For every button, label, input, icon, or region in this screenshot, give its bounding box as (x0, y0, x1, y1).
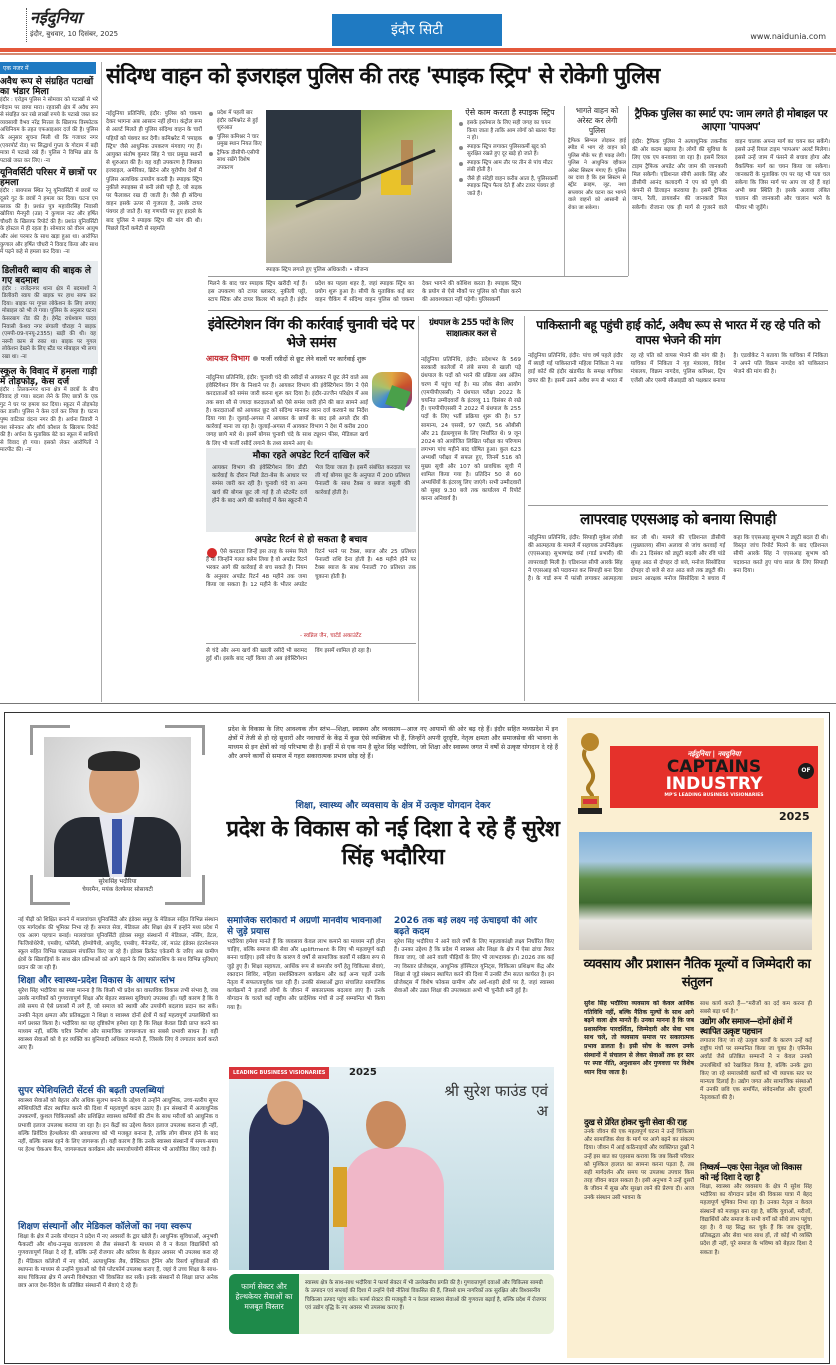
panel-sub-headline: उद्योग और समाज—दोनों क्षेत्रों में स्थापित उत्कृष्ट पहचान (700, 1017, 792, 1037)
advertorial-kicker: शिक्षा, स्वास्थ्य और व्यवसाय के क्षेत्र में उत्कृष्ट योगदान देकर (295, 801, 491, 811)
section-headline: समाजिक सरोकारों में अग्रणी मानवीय भावनाओं से जुड़े प्रयास (227, 916, 382, 937)
section-headline: सुपर स्पेशियलिटी सेंटर्स की बढ़ती उपलब्धियां (18, 1086, 165, 1096)
event-backdrop-text: श्री सुरेश फाउंड एवं अ (444, 1082, 548, 1120)
panel-sub-body: शिक्षा, स्वास्थ्य और व्यवसाय के क्षेत्र में सुरेश सिंह भदौरिया का योगदान प्रदेश की विकास यात्रा में बेहद महत्वपूर्ण भूमिका निभा रहा है। उनका नेतृत्व न केवल संस्थानों को मजबूत बना रहा है, बल्कि युवाओं, मरीजों, विद्यार्थियों और समाज के सभी वर्गों को सीधे लाभ पहुंचा रहा है। वे यह सिद्ध कर चुके हैं कि जब दूरदृष्टि, प्रतिबद्धता और सेवा भाव साथ हों, तो कोई भी व्यक्ति प्रदेश ही नहीं, पूरे समाज के भविष्य को बेहतर दिशा दे सकता है। (700, 1184, 812, 1256)
highlight-bullet: प्रदेश में पहली बार इंदौर कमिश्नरेट से हुई शुरुआत (208, 110, 263, 133)
panel-col1-text: सुरेश सिंह भदौरिया व्यवसाय को केवल आर्थिक गतिविधि नहीं, बल्कि नैतिक मूल्यों के साथ आगे बढ़ने वाला क्षेत्र मानते हैं। उनका मानना है कि जब प्रशासनिक पारदर्शिता, जिम्मेदारी और सेवा भाव साथ चले, तो व्यवसाय समाज पर सकारात्मक प्रभाव डालता है। इसी सोच के कारण उनके संस्थानों में संचालन से लेकर सेवाओं तक हर स्तर पर स्पष्ट नीति, अनुशासन और गुणवत्ता पर विशेष ध्यान दिया जाता है। (584, 1000, 694, 1076)
box-headline: भागते वाहन को अरेस्ट कर लेगी पुलिस (575, 106, 619, 135)
box-body: ट्रैफिक सिग्नल तोड़कर हाई स्पीड में भाग रहे वाहन को पुलिस मौके पर ही पकड़ लेगी। पुलिस ने आधुनिक व्हीकल अरेस्ट सिस्टम मंगाए हैं। पुलिस का दावा है कि इस सिस्टम से स्ट्रीट क्राइम, लूट, नशा सप्लायर और घटना कर भागने वाले वाहनों को आसानी से रोका जा सकेगा। (568, 138, 626, 211)
section-headline: शिक्षण संस्थानों और मेडिकल कॉलेजों का नया स्वरूप (18, 1222, 192, 1232)
sub-body: ऐसे करदाता जिन्हें इस तरह के समंस मिले हैं या जिन्होंने गलत क्लेम लिया है वो अपडेट रिटर्न भरकर आगे की कार्रवाई से बच सकते हैं। नियम के अनुसार अपडेट रिटर्न 48 महीने तक जमा किया जा सकता है। 12 महीने के भीतर अपडेट रिटर्न भरने पर टैक्स, ब्याज और 25 प्रतिशत पेनाल्टी राशि देना होती है। 48 महीने होने पर टैक्स ब्याज के साथ पेनाल्टी 70 प्रतिशत तक चुकाना होती है। (206, 549, 416, 588)
masthead-divider (26, 8, 28, 42)
brief-headline[interactable]: डिलीवरी ब्वाय की बाइक ले गए बदमाश (2, 265, 91, 286)
box-bullet: जैसे ही संदेही वाहन करीब आता है, पुलिसकर्मी स्पाइक स्ट्रिप फैला देते हैं और टायर पंक्चर हो जाते हैं। (458, 176, 558, 199)
granthpal-headline[interactable]: ग्रंथपाल के 255 पदों के लिए साक्षात्कार कल से (429, 318, 513, 339)
briefs-tag: एक नजर में (0, 62, 96, 74)
brief-headline[interactable]: स्कूल के विवाद में हमला गाड़ी में तोड़फोड़, केस दर्ज (0, 366, 98, 387)
spike-strip-photo[interactable] (266, 110, 452, 263)
lead-continuation: मिलने के बाद चार स्पाइक स्ट्रिप खरीदी गई हैं। इस उपकरण को टायर ब्लास्टर, नुकीली पट्टी, स्टाप स्टिक और टायर किलर भी कहते हैं। इंदौर प्रदेश का पहला शहर है, जहां स्पाइक स्ट्रिप का प्रयोग शुरू हुआ है। सीपी के मुताबिक कई बार वाहन चैकिंग में संदिग्ध वाहन पुलिस को चकमा देकर भागने की कोशिश करता है। स्पाइक स्ट्रिप के प्रयोग से ऐसे मौकों पर पुलिस को पीछा करने की आवश्यकता नहीं पड़ेगी। पुलिसकर्मी (208, 281, 521, 304)
section-headline: शिक्षा और स्वास्थ्य-प्रदेश विकास के आधार स्तंभ (18, 976, 175, 986)
box-headline: ऐसे काम करता है स्पाइक स्ट्रिप (465, 108, 555, 117)
brief-headline[interactable]: अवैध रूप से संग्रहित पटाखों का भंडार मिला (0, 77, 94, 97)
panel-headline[interactable]: व्यवसाय और प्रशासन नैतिक मूल्यों व जिम्मेदारी का संतुलन (583, 957, 811, 990)
left-column-briefs (0, 62, 98, 702)
how-it-works-box (458, 108, 562, 274)
highlight-bullet: पुलिस कमिश्नर ने चार प्रमुख स्थान नियत किए (208, 134, 263, 149)
portrait-caption (44, 878, 191, 894)
lead-headline[interactable]: संदिग्ध वाहन को इजराइल पुलिस की तरह 'स्पाइक स्ट्रिप' से रोकेगी पुलिस (106, 64, 660, 89)
panel-sub-body: लगातार किए जा रहे उत्कृष्ट कार्यों के कारण उन्हें कई राष्ट्रीय मंचों पर सम्मानित किया जा चुका है। एमिनेंस अवॉर्ड जैसे प्रतिष्ठित सम्मानों ने न केवल उनको उपलब्धियों को रेखांकित किया है, बल्कि उनके द्वारा किए जा रहे समाजसेवी कार्यों को भी व्यापक स्तर पर मान्यता दिलाई है। उद्योग जगत और सामाजिक संस्थाओं में उनकी छवि एक समर्पित, संवेदनशील और दूरदर्शी नेतृत्वकर्ता की है। (700, 1038, 812, 1102)
investigation-continuation: से चंदे और अन्य खर्च की खाली रसीदें भी बरामद हुई थीं। इसके बाद नहीं किया तो अब इंवेस्टिगेशन विंग इसमें शामिल हो रहा है। (206, 648, 372, 663)
event-banner: LEADING BUSINESS VISIONARIES (229, 1067, 329, 1079)
box-bullet: इसके इस्तेमाल के लिए सही जगह का चयन किया जाता है ताकि आम लोगों को खतरा पैदा न हो। (458, 120, 558, 143)
panel-sub-headline: दुख से प्रेरित होकर चुनी सेवा की राह (584, 1118, 687, 1128)
captains-line1: CAPTAINS (666, 757, 762, 777)
captains-banner (610, 746, 818, 808)
section-rule (528, 505, 828, 506)
column-divider (418, 316, 419, 701)
pharma-text: स्वास्थ्य क्षेत्र के साथ-साथ भदौरिया ने फार्मा सेक्टर में भी उल्लेखनीय प्रगति की है। गुणवत्तापूर्ण दवाओं और चिकित्सा सामग्री के उत्पादन एवं सप्लाई की दिशा में उन्होंने ऐसी नीतियां विकसित की हैं, जिससे ग्राम नागरिकों तक सुरक्षित और विश्वसनीय चिकित्सा उत्पाद पहुंच सके। फार्मा सेक्टर की मजबूती ने न केवल स्वास्थ्य सेवाओं की गुणवत्ता बढ़ाई है, बल्कि प्रदेश में रोजगार एवं उद्योग वृद्धि के नए अवसर भी उपलब्ध कराए हैं। (299, 1274, 554, 1334)
page-rule (0, 703, 836, 704)
panel-sub-headline: निष्कर्ष—एक ऐसा नेतृत्व जो विकास को नई दिशा दे रहा है (700, 1163, 802, 1183)
bullet-dot (253, 356, 258, 361)
kicker-text: फर्जी रसीदों से छूट लेने वालों पर कार्रवाई शुरू (260, 355, 367, 363)
advertorial-intro: प्रदेश के विकास के लिए आवश्यक तीन स्तंभ—शिक्षा, स्वास्थ्य और व्यवसाय—आज नए आयामों की ओर बढ़ रहे हैं। इंदौर सहित मध्यप्रदेश में इन क्षेत्रों में तेजी से हो रहे सुधारों और नवाचारों के केंद्र में कुछ ऐसे व्यक्तित्व भी हैं, जिन्होंने अपनी दूरदृष्टि, नेतृत्व क्षमता और समाजसेवा की भावना के माध्यम से इन क्षेत्रों को नई परिभाषा दी है। इन्हीं में से एक नाम है सुरेश सिंह भदौरिया, जो शिक्षा और स्वास्थ्य जगत में वर्षों से उत्कृष्ट योगदान दे रहे हैं और अपने कार्यों से समाज में गहरा सकारात्मक प्रभाव छोड़ रहे हैं। (228, 726, 558, 760)
advertorial-section (227, 916, 385, 1062)
vehicle-arrest-box (568, 106, 626, 274)
section-body: सुरेश सिंह भदौरिया का स्पष्ट मानना है कि किसी भी प्रदेश का वास्तविक विकास तभी संभव है, जब उसके नागरिकों को गुणवत्तापूर्ण शिक्षा और बेहतर स्वास्थ्य सुविधाएं उपलब्ध हों। यही कारण है कि वे लंबे समय से ऐसे प्रयासों में लगे हैं, जो समाज को स्थायी और उपयोगी बदलाव प्रदान कर सकें। उनकी नेतृत्व क्षमता और प्रतिबद्धता ने शिक्षा व स्वास्थ्य दोनों क्षेत्रों में कई महत्वपूर्ण उपलब्धियों का मार्ग प्रशस्त किया है। भदौरिया का यह दृष्टिकोण हमेशा रहा है कि शिक्षा केवल डिग्री प्राप्त करने का माध्यम नहीं, बल्कि चरित्र निर्माण और सामाजिक जागरूकता का सबसे प्रभावी साधन है। वहीं स्वास्थ्य सेवाओं को वे हर व्यक्ति का बुनियादी अधिकार मानते हैं, जिसके लिए वे लगातार कार्य करते आए हैं। (18, 988, 218, 1052)
pakistan-body: नईदुनिया प्रतिनिधि, इंदौर: पांच वर्ष पहले इंदौर में ब्याही गई पाकिस्तानी महिला निकिता ने मप्र हाई कोर्ट की इंदौर खंडपीठ के समक्ष याचिका दायर की है। इसमें उसने अवैध रूप से भारत में रह रहे पति को वापस भेजने की मांग की है। याचिका में निकिता ने गृह मंत्रालय, विदेश मंत्रालय, विक्रम नागदेव, पुलिस कमिश्नर, ट्रिप एजेंसी और एसपी सीआइडी को पक्षकार बनाया है। एडवोकेट ने बताया कि याचिका में निकिता ने अपने पति विक्रम नागदेव को पाकिस्तान भेजने की मांग की है। (528, 353, 828, 384)
brief-item-highlighted (0, 261, 98, 364)
panel-column-2 (700, 1000, 812, 1352)
trophy-icon (575, 732, 605, 816)
newspaper-logo[interactable]: नईदुनिया (30, 8, 82, 27)
box-bullet: स्पाइक स्ट्रिप लगाकर पुलिसकर्मी खुद को सुरक्षित रखते हुए दूर खड़े हो जाते हैं। (458, 144, 558, 159)
portrait-name: सुरेशसिंह भदौरिया (98, 879, 137, 885)
brief-headline[interactable]: यूनिवर्सिटी परिसर में छात्रों पर हमला (0, 168, 97, 189)
investigation-headline[interactable]: इंवेस्टिगेशन विंग की कार्रवाई चुनावी चंदे पर भेजे समंस (208, 317, 414, 351)
brief-body: इंदौर : तिलकनगर थाना क्षेत्र में छात्रों के बीच विवाद हो गया। बदला लेने के लिए छात्रों के एक गुट ने घर पर हमला कर दिया। स्कूटर में तोड़फोड़ कर डाली। पुलिस ने केस दर्ज कर लिया है। घटना पुष्प वाटिका वंदना नगर की है। अर्चना तिवारी ने यश सोनकर और शौर्य कौशल के खिलाफ रिपोर्ट की है। अर्चना के मुताबिक बेटे का स्कूल में साथियों से विवाद हो गया। इसको लेकर आरोपितों ने मारपीट की। -ना (0, 386, 98, 454)
lead-highlights (208, 110, 263, 173)
advertorial-lead-para: नई पीढ़ी को शिक्षित बनाने में मालवांचल यूनिवर्सिटी और इंडेक्स समूह के मेडिकल सहित विभिन्न संस्थान एक मार्गदर्शक की भूमिका निभा रहे हैं। समाज सेवा, मेडिकल और शिक्षा क्षेत्र में इन्होंने मध्य प्रदेश में एक अलग पहचान बनाई। मालवांचल यूनिवर्सिटी इंडेक्स समूह संस्थानों में मेडिकल, नर्सिंग, डेंटल, फिजियोथेरेपी, एमबीए, फॉर्मेसी, होम्योपैथी, आयुर्वेद, एमबीए, मैनेजमेंट, लॉ, माउंट इंडेक्स इंटरनेशनल स्कूल सहित विभिन्न पाठ्यक्रम संचालित किए जा रहे हैं। इंडेक्स क्रिकेट एकेडमी के जरिए अब ग्रामीण क्षेत्रों के खिलाड़ियों के साथ खेल प्रतिभाओं को आगे बढ़ाने के लिए स्कॉलरशिप के साथ विभिन्न सुविधाएं प्रदान की जा रही हैं। (18, 917, 218, 971)
column-divider (524, 316, 525, 701)
lead-body: नईदुनिया प्रतिनिधि, इंदौर: पुलिस को चकमा देकर भागना अब आसान नहीं होगा। कंट्रोल रूम से अलर्ट मिलते ही पुलिस संदिग्ध वाहन के चारों पहियों को पंक्चर कर देगी। कमिश्नरेट में 'स्पाइक स्ट्रिप' जैसे आधुनिक उपकरण मंगवाए गए हैं। आयुक्त संतोष कुमार सिंह ने चार प्रमुख स्थानों से शुरुआत की है। यह वही उपकरण है जिसका इजराइल, अमेरिका, ब्रिटेन और यूरोपीय देशों में पुलिस अत्यधिक उपयोग करती है। स्पाइक स्ट्रिप नुकीले स्पाइक्स से बनी लंबी पट्टी है, जो सड़क पर फैलाकर रख दी जाती है। जैसे ही संदिग्ध वाहन इसके ऊपर से गुजरता है, उसके टायर पंक्चर हो जाते हैं। यह गणपति पर हुए हादसे के बाद पुलिस ने स्पाइक स्ट्रिप की मांग की थी। पिछले दिनों कमेटी से सहमति (106, 111, 202, 232)
portrait-title: चेयरमैन, मयंक वेलफेयर सोसायटी (82, 887, 153, 893)
trophy-icon (333, 1167, 347, 1227)
section-rule (208, 276, 628, 277)
section-headline: 2026 तक बड़े लक्ष्य नई ऊंचाइयों की ओर बढ़ते कदम (394, 916, 537, 937)
column-divider (628, 106, 629, 276)
granthpal-body: नईदुनिया प्रतिनिधि, इंदौर: प्रदेशभर के 569 सरकारी कालेजों में लंबे समय से खाली पड़े ग्रंथपाल के पदों को भरने की प्रक्रिया अब अंतिम चरण में पहुंच गई है। मप्र लोक सेवा आयोग (एमपीपीएससी) ने ग्रंथपाल परीक्षा 2022 के चयनित उम्मीदवारों के इंटरव्यू 11 दिसंबर से रखे हैं। एमपीपीएससी ने 2022 में ग्रंथपाल के 255 पदों के लिए भर्ती प्रक्रिया शुरू की है। 57 सामान्य, 24 एससी, 97 एसटी, 56 ओबीसी और 21 ईडब्ल्यूएस के लिए निर्धारित थे। 9 जून 2024 को आयोजित लिखित परीक्षा का परिणाम लगभग पांच महीने बाद घोषित हुआ। कुल 623 अभ्यर्थी परीक्षा में सफल हुए, जिनमें 516 को मुख्य सूची और 107 को प्रावधिक सूची में शामिल किया गया है। प्रतिदिन 50 से 60 अभ्यर्थियों के इंटरव्यू लिए जाएंगे। सभी उम्मीदवारों को सुबह 9.30 बजे तक कार्यालय में रिपोर्ट करना अनिवार्य है। (421, 357, 521, 503)
highlight-bullet: ट्रैफिक डीसीपी-एसीपी साथ रखेंगे विशेष उपकरण (208, 150, 263, 173)
captains-line2: INDUSTRY (665, 774, 763, 794)
masthead-rule (0, 48, 836, 52)
section-body: स्वास्थ्य सेवाओं को बेहतर और अधिक सुलभ बनाने के उद्देश्य से उन्होंने आधुनिक, उच्च-स्तरीय सुपर स्पेशियलिटी सेंटर स्थापित करने की दिशा में महत्वपूर्ण कदम उठाए हैं। इन संस्थानों में अत्याधुनिक उपकरणों, कुशल चिकित्सकों और प्रशिक्षित स्वास्थ्य कर्मियों की टीम के साथ मरीजों को आधुनिक व प्रभावी इलाज उपलब्ध कराया जा रहा है। इन केंद्रों का उद्देश्य केवल इलाज उपलब्ध कराना ही नहीं, बल्कि प्रिवेंटिव हेल्थकेयर की अवधारणा को भी मजबूत बनाना है, ताकि लोग बीमार होने के बाद नहीं, बल्कि स्वस्थ रहने के लिए जागरूक हों। यही कारण है कि उनके स्वास्थ्य संस्थानों में समय-समय पर हेल्थ चेकअप कैंप, जागरूकता कार्यक्रम और समाजोपयोगी सेमिनार भी आयोजित किए जाते हैं। (18, 1098, 218, 1154)
asi-demoted-body: नईदुनिया प्रतिनिधि, इंदौर: सिपाही मुकेश लोधी की आत्महत्या के मामले में सहायक उपनिरीक्षक (एएसआइ) सुभाषचंद्र वर्मा (गार्ड प्रभारी) की लापरवाही मिली है। एडिशनल सीपी आरके सिंह ने एएसआइ को पदावनत कर सिपाही बना दिया है। के गार्ड रूम में फांसी लगाकर आत्महत्या कर ली थी। मामले की एडिशनल डीसीपी (मुख्यालय) सीमा अलावा से जांच करवाई गई थी। 21 दिसंबर को ड्यूटी बदली और रवि पांडे सुबह आठ से दोपहर दो बजे, मनोज सिसोदिया दोपहर दो बजे से रात आठ बजे तक ड्यूटी की। प्रधान आरक्षक मनोज सिसोदिया ने बचाव में कहा कि एएसआइ सुभाष ने ड्यूटी बदल दी थी। विस्तृत जांच रिपोर्ट मिलने के बाद एडिशनल सीपी आरके सिंह ने एएसआइ सुभाष को पदावनत करते हुए पांच साल के लिए सिपाही बना दिया। (528, 535, 828, 583)
column-divider (101, 62, 102, 702)
brief-body: इंदौर : एरोड्रम पुलिस ने सोमवार को पटाखों से भरे गोदाम पर छापा मारा। रहवासी क्षेत्र में अवैध रूप से संग्रहित कर रखे लाखों रुपये के पटाखे जब्त कर व्यवसायी वैभव नरेंद्र मित्तल के खिलाफ विस्फोटक अधिनियम के तहत एफआइआर दर्ज की है। पुलिस के अनुसार सूचना मिली थी कि गजाधर नगर (एयरपोर्ट रोड) पर सिद्धार्थ गुप्ता के गोदाम में बड़ी मात्रा में पटाखे रखे हैं। पुलिस ने विभिन्न ब्रांड के पटाखे जब्त कर लिए। -ना (0, 97, 98, 164)
brief-body: इंदौर : बायपास स्थित रेनू यूनिवर्सिटी में छात्रों पर दूसरे गुट के छात्रों ने हमला कर दिया। घटना एम ब्लाक की है। प्रशांत पुत्र महावीरसिंह निवासी खोरिया मैनपुरी (उप्र) ने कुणाल नाट और हर्षित चौधरी के खिलाफ रिपोर्ट की है। प्रशांत यूनिवर्सिटी के होस्टल में ही रहता है। सोमवार को वीरम आयुष और अंश परमार के साथ खड़ा हुआ था। आरोपित कुणाल और हर्षित चौधरी ने विवाद किया और साथ में पढ़ने कहे से हमला कर दिया। -ना (0, 188, 98, 256)
section-rule (208, 310, 828, 311)
section-body: भदौरिया हमेशा मानते हैं कि व्यवसाय केवल लाभ कमाने का माध्यम नहीं होना चाहिए, बल्कि समाज की सेवा और upliftment के लिए भी महत्वपूर्ण कड़ी बनना चाहिए। इसी सोच के कारण वे वर्षों से सामाजिक कार्यों में सक्रिय रूप से जुड़े हुए हैं। शिक्षा सहायता, आर्थिक रूप से कमजोर वर्गों हेतु चिकित्सा सेवाएं, रक्तदान शिविर, महिला सशक्तिकरण कार्यक्रम और कई अन्य पहलें उनके नेतृत्व में सफलतापूर्वक चल रही हैं। उनकी संस्थाओं द्वारा संचालित सामाजिक कार्यक्रमों ने हजारों लोगों के जीवन में सकारात्मक बदलाव लाए हैं। उनके योगदान के चलते कई राष्ट्रीय और प्रादेशिक मंचों से उन्हें सम्मानित भी किया गया है। (227, 939, 385, 1011)
campus-photo[interactable] (579, 832, 812, 950)
update-return-box (206, 448, 416, 532)
section-body: शिक्षा के क्षेत्र में उनके योगदान ने प्रदेश में नए अवसरों के द्वार खोले हैं। आधुनिक सुविधाओं, अनुभवी फैकल्टी और शोध-उन्मुख वातावरण से लैस संस्थानों के माध्यम से वे न केवल विद्यार्थियों को गुणवत्तापूर्ण शिक्षा दे रहे हैं, बल्कि उन्हें रोजगार और करियर के बेहतर अवसर भी उपलब्ध करा रहे हैं। मेडिकल कॉलेजों में नए कोर्स, अत्याधुनिक लैब, प्रैक्टिकल ट्रेनिंग और रिसर्च सुविधाओं की स्थापना के माध्यम से उन्होंने युवाओं को ऐसे प्लेटफॉर्म उपलब्ध कराए हैं, जहां वे उच्च शिक्षा के साथ-साथ चिकित्सा क्षेत्र में अपनी विशेषज्ञता भी विकसित कर सकें। इनके संस्थानों से शिक्षा प्राप्त अनेक छात्र आज देश-विदेश के प्रतिष्ठित संस्थानों में सेवाएं दे रहे हैं। (18, 1234, 218, 1290)
advertorial-headline[interactable]: प्रदेश के विकास को नई दिशा दे रहे हैं सुरेश सिंह भदौरिया (226, 817, 560, 870)
column-divider (564, 106, 565, 276)
website-link[interactable]: www.naidunia.com (750, 32, 826, 41)
brief-item (0, 77, 98, 165)
panel-column-1 (584, 1000, 694, 1352)
section-rule (206, 643, 416, 644)
box-headline: मौका रहते अपडेट रिटर्न दाखिल करें (252, 451, 370, 461)
captains-year: 2025 (779, 810, 810, 823)
box-body: आयकर विभाग की इंवेस्टिगेशन विंग डीटी कार्रवाई के दौरान मिले डेटा-बेस के आधार पर समंस जारी कर रही है। चुनावी चंदे या अन्य खर्च की बोगस छूट ली गई है तो स्टेटमेंट दर्ज होने के बाद आगे की कार्रवाई में केस स्क्रूटनी में भेज दिया जाता है। इसमें संबंधित करदाता पर ली गई बोगस छूट के अनुपात में 200 प्रतिशत पेनाल्टी के साथ टैक्स व ब्याज वसूली की कार्रवाई होती है। (212, 465, 410, 504)
captains-brand: नईदुनिया | नवदुनिया (687, 750, 741, 758)
section-body: सुरेश सिंह भदौरिया ने आने वाले वर्षों के लिए महत्वाकांक्षी लक्ष्य निर्धारित किए हैं। उनका उद्देश्य है कि प्रदेश में स्वास्थ्य और शिक्षा के क्षेत्र में ऐसा ढांचा तैयार किया जाए, जो आने वाली पीढ़ियों के लिए भी लाभदायक हो। 2026 तक कई नए विस्तार प्रोजेक्ट्स, आधुनिक हॉस्पिटल यूनिट्स, चिकित्सा प्रशिक्षण केंद्र और शिक्षा से जुड़े संस्थान स्थापित करने की दिशा में उनकी टीम सतत कार्यरत है। इन प्रोजेक्ट्स में विशेष फोकस ग्रामीण और अर्ध-शहरी क्षेत्रों पर है, जहां स्वास्थ्य सेवाओं और उन्नत शिक्षा की उपलब्धता अभी भी चुनौती बनी हुई है। (394, 939, 554, 995)
asi-demoted-headline[interactable]: लापरवाह एएसआइ को बनाया सिपाही (580, 510, 776, 528)
captains-tagline: MP'S LEADING BUSINESS VISIONARIES (664, 793, 764, 798)
photo-caption: स्पाइक स्ट्रिप लगाते हुए पुलिस अधिकारी। • सौजन्य (266, 267, 369, 273)
masthead-rule-secondary (0, 53, 836, 55)
advertorial-section (18, 976, 218, 1083)
pakistan-headline[interactable]: पाकिस्तानी बहू पहुंची हाई कोर्ट, अवैध रूप से भारत में रह रहे पति को वापस भेजने की मांग (536, 318, 820, 347)
event-year: 2025 (349, 1067, 377, 1078)
investigation-body: नईदुनिया प्रतिनिधि, इंदौर: चुनावी चंदे की रसीदों से आयकर में छूट लेने वाले अब इंवेस्टिगेशन विंग के निशाने पर हैं। आयकर विभाग की इंवेस्टिगेशन विंग ने ऐसे करदाताओं को समंस जारी करना शुरू कर दिया है। इंदौर-उज्जैन परिक्षेत्र में अब तक सवा सौ से ज्यादा करदाताओं को ऐसे समंस जारी होने की बात सामने आई है। करदाताओं को आयकर छूट को संदिग्ध मानकर ब्यान दर्ज करवाने का निर्देश दिया गया है। जुलाई-अगस्त में आयकर के छापों के बाद इसे अगले दौर की कार्रवाई माना जा रहा है। जुलाई-अगस्त में आयकर विभाग ने देश में करीब 200 जगह छापे मारे थे। इसमें बोगस चुनावी चंदे के साथ ट्यूशन फीस, मेडिकल खर्च के लिए भी फर्जी रसीदें लगाने के तथ्य सामने आए थे। (206, 375, 368, 446)
section-tab[interactable]: इंदौर सिटी (332, 14, 502, 46)
date-line: इंदौर, बुधवार, 10 दिसंबर, 2025 (30, 30, 119, 38)
captains-of-badge: OF (798, 763, 814, 779)
advertorial-section (394, 916, 554, 1062)
investigation-kicker (206, 354, 416, 364)
sub-headline: अपडेट रिटर्न से हो सकता है बचाव (254, 535, 368, 545)
brief-body: इंदौर : राजेंद्रनगर थाना क्षेत्र में बदमाशों ने डिलीवरी ब्वाय की बाइक पर हाथ साफ कर दिया। बाइक पर गूगल लोकेशन के लिए लगाए मोबाइल को भी ले गया। पुलिस के अनुसार घटना केसरबाग रोड की है। हेमेंद्र राधेश्याम यादव निवासी केशव नगर बंगाली चौराहा ने बाइक (एमपी-09-एनयू-2355) खड़ी की थी। वह नरूरी काम से रुका था। बाइक पर गूगल लोकेशन देखने के लिए स्टैंड पर मोबाइल भी लगा रखा था। -ना (2, 285, 96, 361)
portrait-photo[interactable] (44, 737, 191, 877)
advertorial-section (18, 1086, 218, 1209)
brief-item (0, 367, 98, 455)
traffic-body: इंदौर: ट्रैफिक पुलिस ने अत्याधुनिक तकनीक की ओर कदम बढ़ाया है। लोगों की सुविधा के लिए एक एप बनवाया जा रहा है। इसमें रियल टाइम ट्रैफिक अपडेट और जाम की जानकारी मिल सकेगी। एडिशनल सीपी आरके सिंह और डीसीपी आनंद कलादगी ने एप को पुणे की कंपनी से डिजाइन करवाया है। इसमें ट्रैफिक जाम, रैली, डायवर्सन की जानकारी मिल सकेगी। रोजाना एक ही मार्ग से गुजरने वाले वाहन चालक अपना मार्ग का चयन कर सकेंगे। इससे उन्हें रियल टाइम 'पापअप' अलर्ट मिलेगा। इससे उन्हें जाम में फंसने से बचाव होगा और वैकल्पिक मार्ग का चयन किया जा सकेगा। जानकारी के मुताबिक एप पर यह भी पता चल सकेगा कि जिस मार्ग पर आप जा रहे हैं वहां अभी क्या स्थिति है। इसके अलावा लंबित चालान की जानकारी और चालान भरने के फीचर भी जुड़ेंगे। (632, 139, 830, 211)
person-right (344, 1147, 444, 1270)
award-event-photo[interactable] (229, 1067, 554, 1270)
box-bullet: स्पाइक स्ट्रिप आम तौर पर तीन से पांच मीटर लंबी होती है। (458, 160, 558, 175)
pharma-label: फार्मा सेक्टर और हेल्थकेयर सेवाओं का मजबूत विस्तार (229, 1274, 299, 1334)
advertorial-section (18, 1222, 218, 1345)
traffic-headline[interactable]: ट्रैफिक पुलिस का स्मार्ट एप: जाम लगते ही मोबाइल पर आएगा 'पापअप' (634, 108, 828, 133)
byline: - स्वप्निल जैन, चार्टर्ड अकाउंटेंट (300, 633, 362, 639)
brief-item (0, 168, 98, 256)
panel-sub-body: उनके जीवन की एक महत्वपूर्ण घटना ने उन्हें चिकित्सा और सामाजिक सेवा के मार्ग पर आगे बढ़ने का संकल्प दिया। जीवन में आई कठिनाइयों और व्यक्तिगत दुखों ने उन्हें इस बात का एहसास कराया कि जब किसी परिवार को मुश्किल हालात का सामना करना पड़ता है, तब सही मार्गदर्शन और समय पर उपलब्ध उपचार किस तरह जीवन बदल सकता है। इसी अनुभव ने उन्हें दूसरों के जीवन में सुख और सुरक्षा लाने की प्रेरणा दी। आज उनके संस्थान उसी भावना के (584, 1129, 694, 1201)
kicker-label: आयकर विभाग (206, 354, 250, 363)
panel-quote: साथ कार्य करते हैं—"मरीजों का दर्द कम करना ही सबसे बड़ा धर्म है।" (700, 1001, 812, 1016)
